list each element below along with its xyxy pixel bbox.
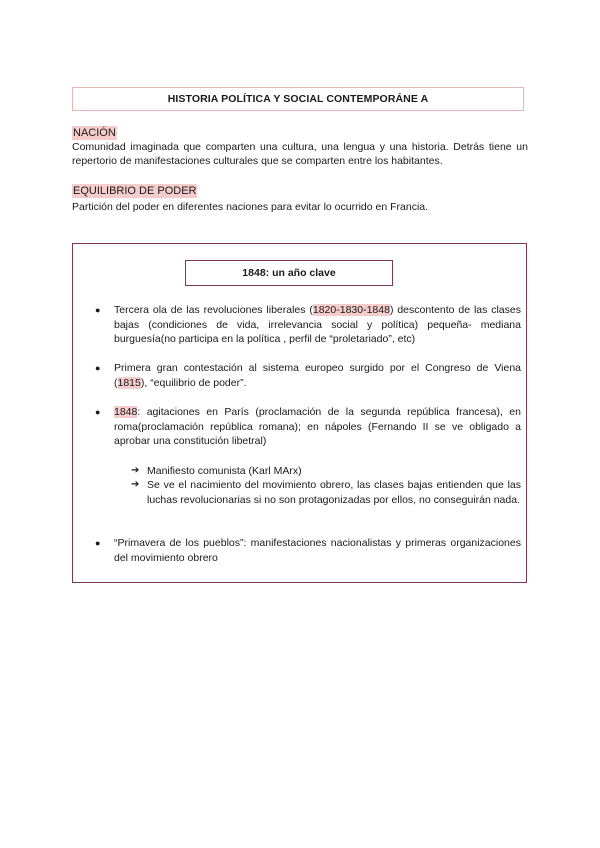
list-item: ● 1848: agitaciones en París (proclamación de la segunda república francesa), en roma(proclamación república romana); en nápoles (Fernando II se ve obligado a aprobar una constitución libetral) bbox=[95, 406, 521, 447]
term-nacion: NACIÓN bbox=[73, 127, 116, 139]
term-equilibrio-de-poder: EQUILIBRIO DE PODER bbox=[73, 185, 197, 197]
definition-nacion: Comunidad imaginada que comparten una cultura, una lengua y una historia. Detrás tiene un repertorio de manifestaciones culturales que se comparten entre los habitantes. bbox=[72, 141, 528, 167]
sub-list-item: ➔ Manifiesto comunista (Karl MArx) bbox=[131, 465, 302, 477]
key-year-box bbox=[72, 243, 527, 583]
bullet-icon: ● bbox=[95, 305, 101, 315]
arrow-icon: ➔ bbox=[131, 479, 140, 490]
list-item: ● Primera gran contestación al sistema europeo surgido por el Congreso de Viena (1815), “equilibrio de poder”. bbox=[95, 362, 521, 389]
highlight: 1820-1830-1848 bbox=[312, 304, 390, 316]
arrow-icon: ➔ bbox=[131, 465, 140, 476]
definition-equilibrio-de-poder: Partición del poder en diferentes naciones para evitar lo ocurrido en Francia. bbox=[72, 201, 429, 213]
key-year-title: 1848: un año clave bbox=[242, 267, 336, 279]
highlight: 1848 bbox=[114, 406, 138, 418]
list-item: ● Tercera ola de las revoluciones liberales (1820-1830-1848) descontento de las clases bajas (condiciones de vida, irrelevancia social y política) pequeña- mediana burguesía(no participa en la política , perfil de “proletariado”, etc) bbox=[95, 304, 521, 345]
highlight: 1815 bbox=[117, 376, 141, 389]
key-year-title-box bbox=[185, 260, 393, 286]
bullet-icon: ● bbox=[95, 407, 101, 417]
bullet-icon: ● bbox=[95, 363, 101, 373]
document-title: HISTORIA POLÍTICA Y SOCIAL CONTEMPORÁNE A bbox=[167, 93, 429, 105]
list-item: ● “Primavera de los pueblos”: manifestaciones nacionalistas y primeras organizaciones del movimiento obrero bbox=[95, 537, 521, 564]
document-title-box bbox=[72, 87, 524, 111]
sub-list-item: ➔ Se ve el nacimiento del movimiento obrero, las clases bajas entienden que las luchas revolucionarias si no son protagonizadas por ellos, no conseguirán nada. bbox=[131, 479, 521, 506]
bullet-icon: ● bbox=[95, 538, 101, 548]
